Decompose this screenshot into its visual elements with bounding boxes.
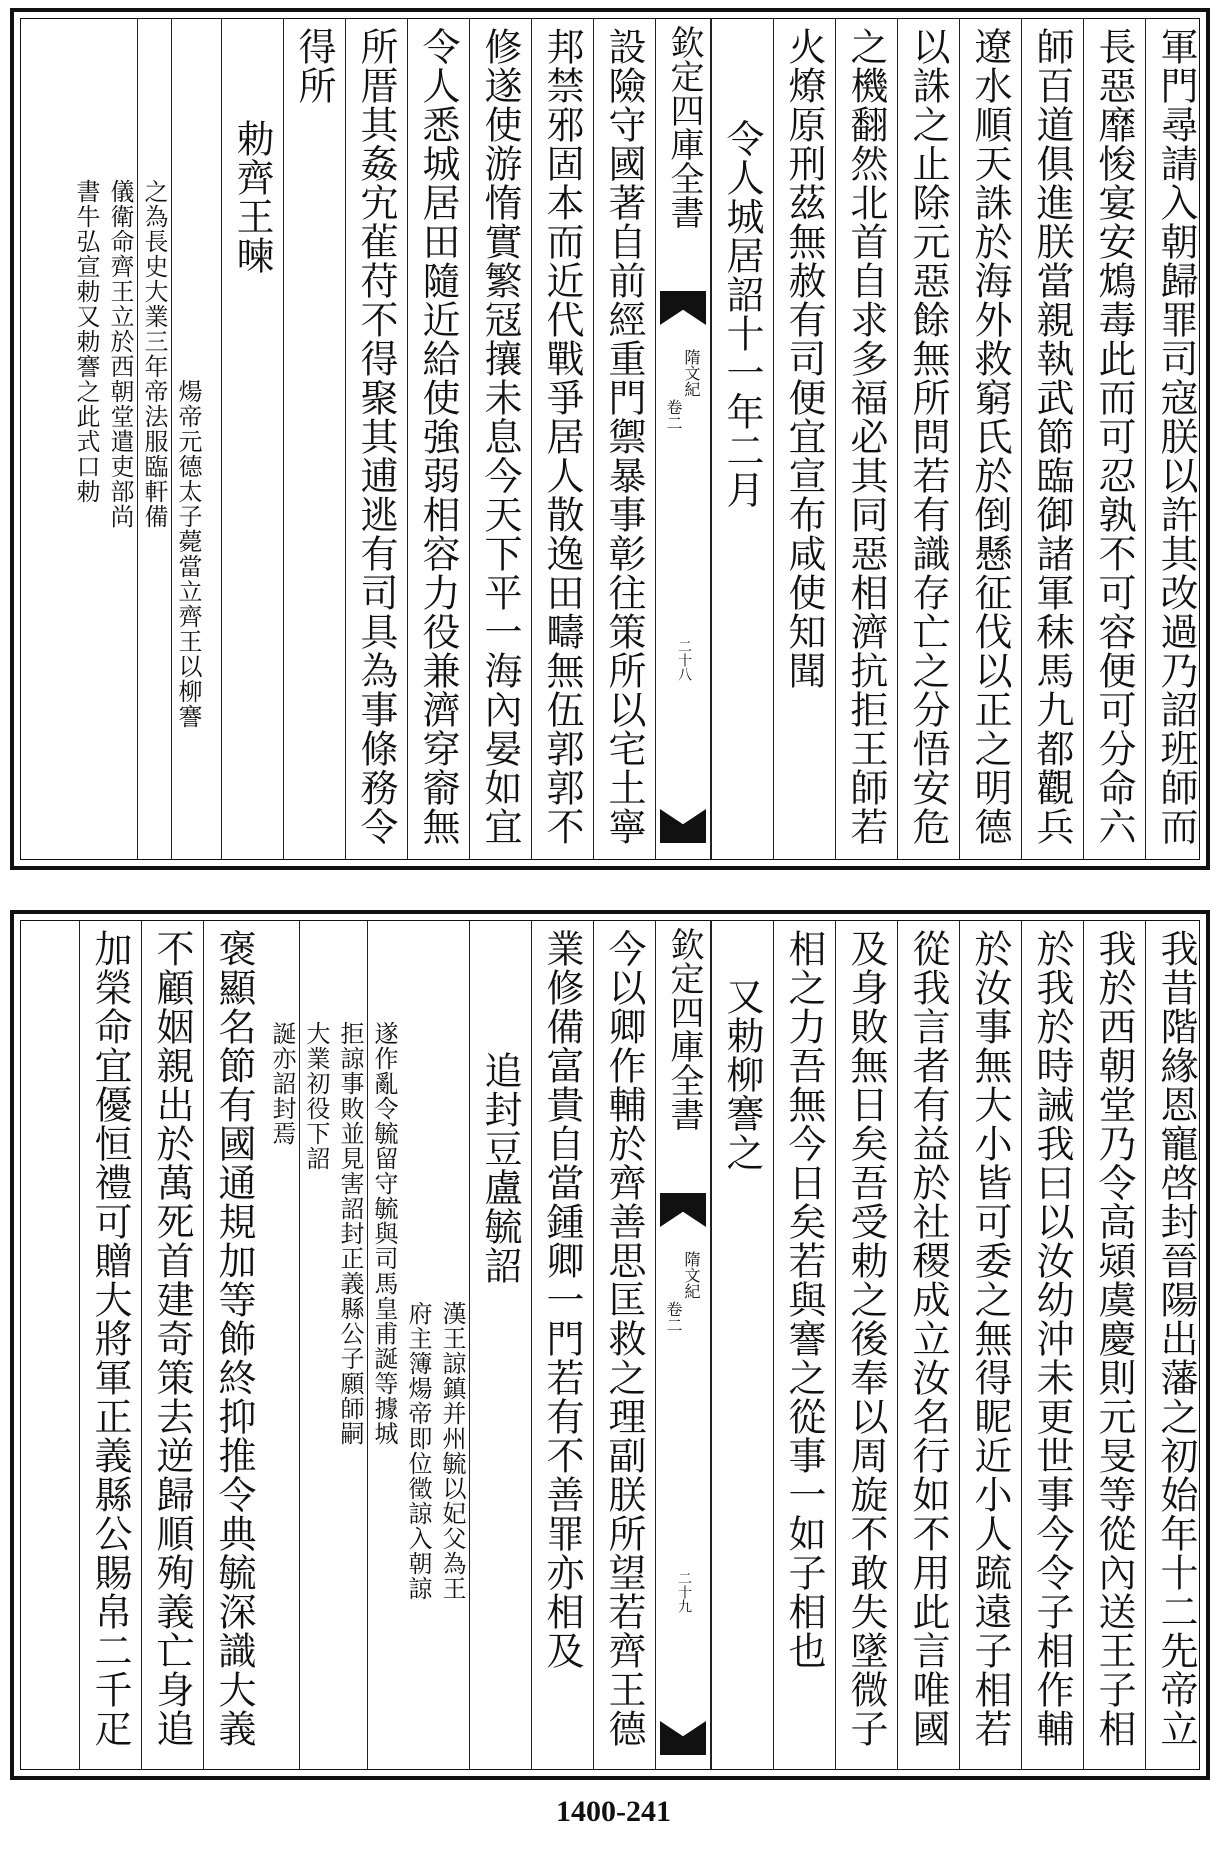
text-column: 長惡靡悛宴安鴆毒此而可忍孰不可容便可分命六	[1083, 19, 1145, 859]
text-column: 今以卿作輔於齊善思匡救之理副朕所望若齊王德	[593, 921, 655, 1769]
banner-title: 欽定四庫全書	[664, 927, 704, 1131]
bottom-page-frame	[20, 920, 1200, 1770]
text-column: 相之力吾無今日矣若與謇之從事一如子相也	[773, 921, 835, 1769]
fishtail-ornament-icon	[660, 1193, 706, 1227]
text-column: 遼水順天誅於海外救窮氏於倒懸征伐以正之明德	[959, 19, 1021, 859]
book-banner	[655, 19, 711, 859]
text-column: 所厝其姦宄雈苻不得聚其逋逃有司具為事條務令	[345, 19, 407, 859]
annotation-column: 大業初役下詔	[299, 921, 333, 1769]
text-column: 及身敗無日矣吾受勅之後奉以周旋不敢失墜微子	[835, 921, 897, 1769]
banner-subtitle: 隋文紀	[682, 1251, 701, 1299]
text-column: 火燎原刑茲無赦有司便宜宣布咸使知聞	[773, 19, 835, 859]
banner-subtitle: 隋文紀	[682, 349, 701, 397]
text-column: 加榮命宜優恒禮可贈大將軍正義縣公賜帛二千疋	[79, 921, 141, 1769]
fishtail-ornament-icon	[660, 809, 706, 843]
annotation-column: 拒諒事敗並見害詔封正義縣公子願師嗣	[336, 1021, 364, 1446]
text-column: 不顧姻親出於萬死首建奇策去逆歸順殉義亡身追	[141, 921, 203, 1769]
annotation-column: 府主簿煬帝即位徵諒入朝諒	[404, 1301, 432, 1601]
annotation-column: 儀衛命齊王立於西朝堂遣吏部尚	[106, 179, 134, 529]
folio-number: 二十八	[676, 639, 692, 681]
folio-number: 二十九	[676, 1571, 692, 1613]
bottom-page	[10, 910, 1210, 1780]
banner-volume: 卷二	[664, 399, 683, 431]
section-title: 又勅柳謇之	[711, 921, 773, 1769]
text-column: 設險守國著自前經重門禦暴事彰往策所以宅土寧	[593, 19, 655, 859]
text-column: 師百道俱進朕當親執武節臨御諸軍秣馬九都觀兵	[1021, 19, 1083, 859]
annotation-column: 誕亦詔封焉	[268, 1021, 296, 1146]
fishtail-ornament-icon	[660, 1721, 706, 1755]
annotation-column: 遂作亂令毓留守毓與司馬皇甫誕等據城	[367, 921, 401, 1769]
text-column: 得所	[283, 19, 345, 859]
banner-volume: 卷二	[664, 1301, 683, 1333]
edict-heading: 勅齊王暕	[221, 19, 283, 859]
text-column: 於汝事無大小皆可委之無得眤近小人䟽遠子相若	[959, 921, 1021, 1769]
text-column: 以誅之止除元惡餘無所問若有識存亡之分悟安危	[897, 19, 959, 859]
book-banner	[655, 921, 711, 1769]
text-column: 令人悉城居田隨近給使強弱相容力役兼濟穿窬無	[407, 19, 469, 859]
text-column: 褒顯名節有國通規加等飾終抑推令典毓深識大義	[203, 921, 265, 1769]
text-column: 從我言者有益於社稷成立汝名行如不用此言唯國	[897, 921, 959, 1769]
fishtail-ornament-icon	[660, 291, 706, 325]
annotation-column: 煬帝元德太子薨當立齊王以柳謇	[171, 19, 205, 859]
text-column: 之機翻然北首自求多福必其同惡相濟抗拒王師若	[835, 19, 897, 859]
banner-title: 欽定四庫全書	[664, 25, 704, 229]
section-title: 令人城居詔十一年二月	[711, 19, 773, 859]
annotation-column: 書牛弘宣勅又勅謇之此式口勅	[72, 179, 100, 504]
text-column: 我昔階緣恩寵啓封晉陽出藩之初始年十二先帝立	[1145, 921, 1207, 1769]
annotation-column: 漢王諒鎮并州毓以妃父為王	[438, 1301, 466, 1601]
text-column: 修遂使游惰實繁冦攘未息今天下平一海內晏如宜	[469, 19, 531, 859]
annotation-column: 之為長史大業三年帝法服臨軒備	[137, 19, 171, 859]
text-column: 業修備富貴自當鍾卿一門若有不善罪亦相及	[531, 921, 593, 1769]
text-column: 我於西朝堂乃令高熲虞慶則元旻等從內送王子相	[1083, 921, 1145, 1769]
text-column: 軍門尋請入朝歸罪司寇朕以許其改過乃詔班師而	[1145, 19, 1207, 859]
text-column: 邦禁邪固本而近代戰爭居人散逸田疇無伍郭郭不	[531, 19, 593, 859]
page-number: 1400-241	[556, 1795, 671, 1828]
section-title: 追封豆盧毓詔	[469, 921, 531, 1769]
top-page	[10, 8, 1210, 870]
text-column: 於我於時誡我曰以汝幼沖未更世事今令子相作輔	[1021, 921, 1083, 1769]
top-page-frame	[20, 18, 1200, 860]
